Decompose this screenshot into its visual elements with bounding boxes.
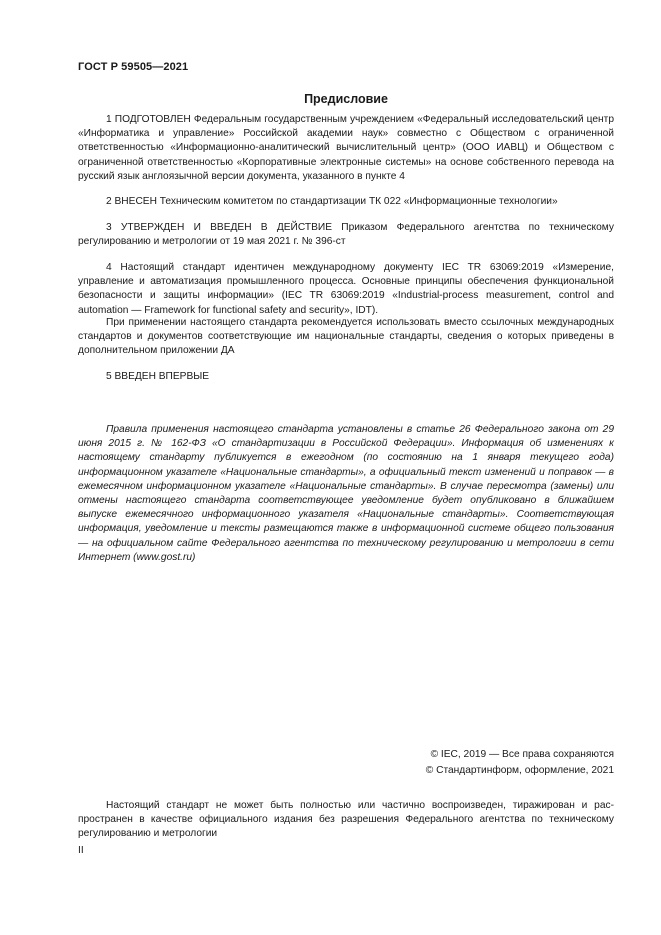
paragraph-2-submitted: 2 ВНЕСЕН Техническим комитетом по стандартизации ТК 022 «Информационные технологии»	[106, 196, 558, 207]
copyright-standartinform: © Стандартинформ, оформление, 2021	[425, 765, 614, 776]
copyright-iec: © IEC, 2019 — Все права сохраняются	[430, 749, 614, 760]
paragraph-3-approved: 3 УТВЕРЖДЕН И ВВЕДЕН В ДЕЙСТВИЕ Приказом Федерального агентства по техническому регулированию и метрологии от 19 мая 2021 г. № 396-ст	[78, 222, 614, 248]
reproduction-notice: Настоящий стандарт не может быть полностью или частично воспроизведен, тиражирован и распространен в качестве официального издания без разрешения Федерального агентства по техническому регулированию и метрологии	[78, 800, 614, 840]
paragraph-4-identical: 4 Настоящий стандарт идентичен международному документу IEC TR 63069:2019 «Измерение, управление и автоматизация промышленного процесса. Основные принципы обеспечения функциональной безопасности и защиты информации» (IEC TR 63069:2019 «Industrial-process measurement, control and automation — Framework for functional safety and security», IDT).	[78, 262, 614, 316]
rules-of-application: Правила применения настоящего стандарта установлены в статье 26 Федерального закона от 29 июня 2015 г. № 162-ФЗ «О стандартизации в Российской Федерации». Информация об изменениях к настоящему стандарту публикуется в ежегодном (по состоянию на 1 января текущего года) информационном указателе «Национальные стандарты», а официальный текст изменений и поправок — в ежемесячном информационном указателе «Национальные стандарты». В случае пересмотра (замены) или отмены настоящего стандарта соответствующее уведомление будет опубликовано в ближайшем выпуске ежемесячного информационного указателя «Национальные стандарты». Соответствующая информация, уведомление и тексты размещаются также в информационной системе общего пользования — на официальном сайте Федерального агентства по техническому регулированию и метрологии в сети Интернет (www.gost.ru)	[78, 424, 614, 563]
paragraph-5-introduced: 5 ВВЕДЕН ВПЕРВЫЕ	[106, 371, 210, 382]
standard-code: ГОСТ Р 59505—2021	[78, 61, 189, 73]
page-number: II	[78, 845, 84, 856]
paragraph-4-references: При применении настоящего стандарта рекомендуется использовать вместо ссылочных международных стандартов и документов соответствующие им национальные стандарты, сведения о которых приведены в дополнительном приложении ДА	[78, 317, 614, 357]
page-title: Предисловие	[304, 92, 388, 106]
paragraph-1-prepared: 1 ПОДГОТОВЛЕН Федеральным государственным учреждением «Федеральный исследовательский центр «Информатика и управление» Российской академии наук» совместно с Обществом с ограниченной ответственностью «Информационно-аналитический вычислительный центр» (ООО ИАВЦ) и Обществом с ограниченной ответственностью «Корпоративные электронные системы» на основе собственного перевода на русский язык англоязычной версии документа, указанного в пункте 4	[78, 114, 614, 182]
